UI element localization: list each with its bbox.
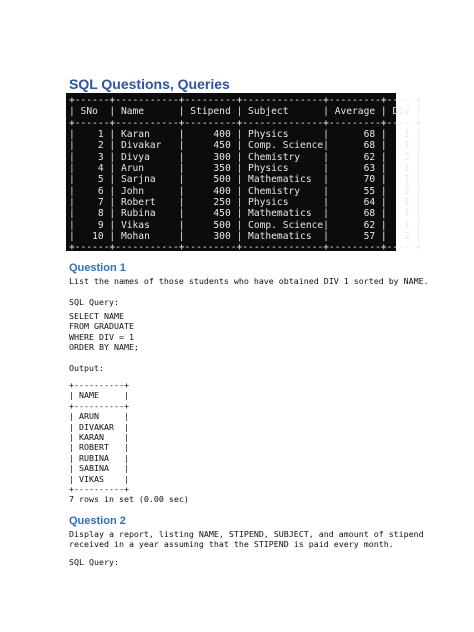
question-1-query-label: SQL Query: — [69, 297, 119, 307]
table-border-bottom: +------+-----------+---------+--------------+---------+-----+ — [69, 242, 422, 254]
question-1-prompt: List the names of those students who have obtained DIV 1 sorted by NAME. — [69, 276, 429, 286]
table-row: | 10 | Mohan | 300 | Mathematics | 57 | 2 | — [69, 231, 422, 243]
terminal-table — [66, 93, 422, 254]
question-2-prompt: Display a report, listing NAME, STIPEND, SUBJECT, and amount of stipend received in a year assuming that the STIPEND is paid every month. — [69, 529, 424, 550]
question-1-heading: Question 1 — [69, 262, 126, 274]
table-row: | 4 | Arun | 350 | Physics | 63 | 1 | — [69, 163, 422, 175]
table-row: | 1 | Karan | 400 | Physics | 68 | 1 | — [69, 129, 422, 141]
table-row: | 8 | Rubina | 450 | Mathematics | 68 | 1 | — [69, 208, 422, 220]
table-row: | 6 | John | 400 | Chemistry | 55 | 2 | — [69, 185, 422, 197]
question-1-query: SELECT NAME FROM GRADUATE WHERE DIV = 1 ORDER BY NAME; — [69, 311, 139, 353]
page-title: SQL Questions, Queries — [69, 76, 230, 92]
table-row: | 7 | Robert | 250 | Physics | 64 | 1 | — [69, 197, 422, 209]
table-row: | 3 | Divya | 300 | Chemistry | 62 | 2 | — [69, 151, 422, 163]
table-row: | 9 | Vikas | 500 | Comp. Science| 62 | 1 | — [69, 219, 422, 231]
question-2-heading: Question 2 — [69, 515, 126, 527]
question-2-query-label: SQL Query: — [69, 557, 119, 567]
table-row: | 5 | Sarjna | 500 | Mathematics | 70 | 1 | — [69, 174, 422, 186]
question-1-output: +----------+ | NAME | +----------+ | ARUN | | DIVAKAR | | KARAN | | ROBERT | | RUBINA | | SABINA | | VIKAS | +----------+ — [69, 380, 129, 495]
table-border-top: +------+-----------+---------+--------------+---------+-----+ — [69, 95, 422, 106]
table-header: | SNo | Name | Stipend | Subject | Average | Div | — [69, 106, 422, 118]
table-row: | 2 | Divakar | 450 | Comp. Science| 68 | 1 | — [69, 140, 422, 152]
question-1-output-label: Output: — [69, 363, 104, 373]
terminal-screenshot — [66, 93, 422, 254]
question-1-rowcount: 7 rows in set (0.00 sec) — [69, 494, 189, 504]
table-border-mid: +------+-----------+---------+--------------+---------+-----+ — [69, 117, 422, 129]
